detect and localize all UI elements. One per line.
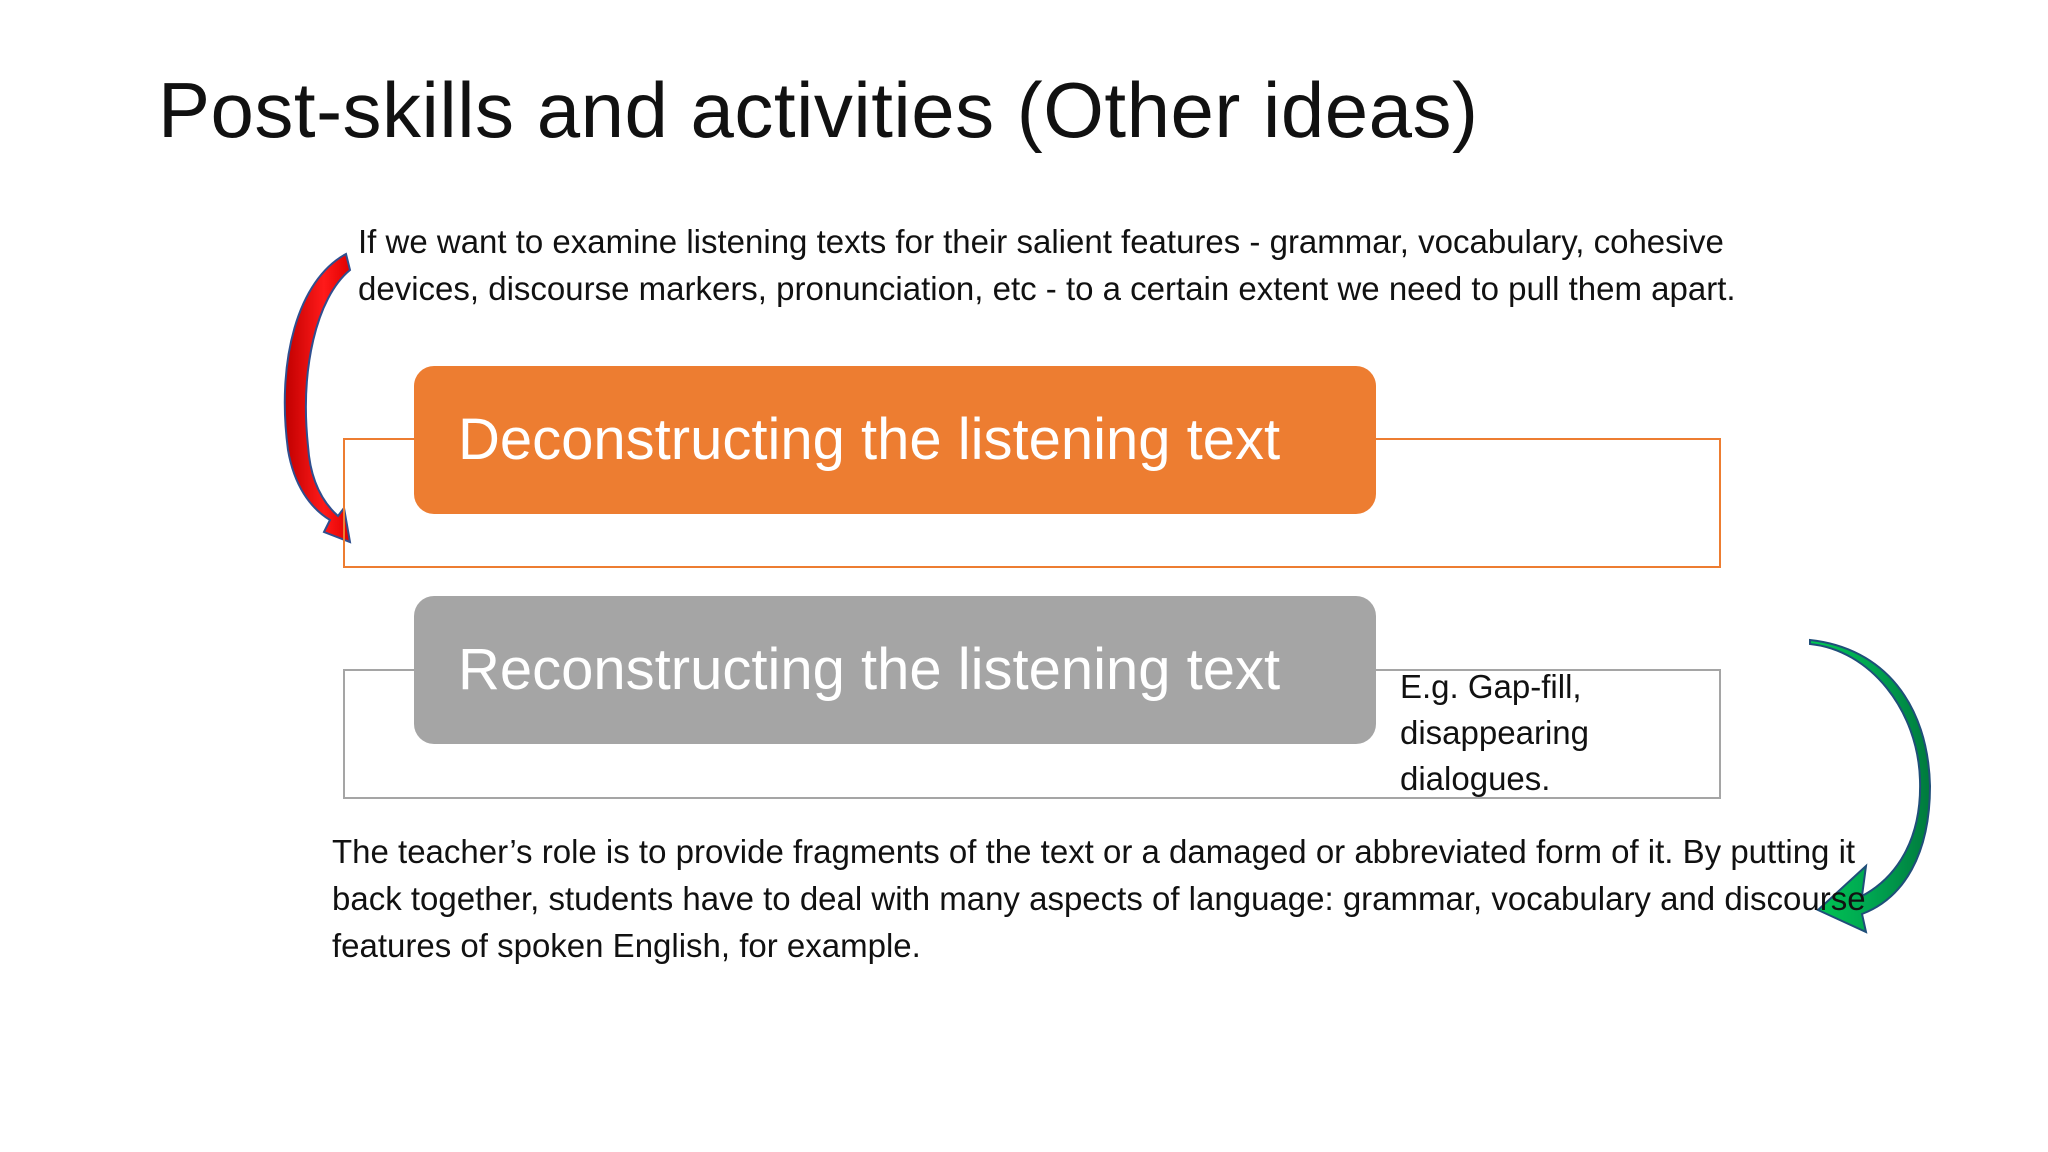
example-note: E.g. Gap-fill, disappearing dialogues. <box>1400 668 1589 797</box>
bottom-note: The teacher’s role is to provide fragments of the text or a damaged or abbreviated form of it. By putting it back together, students have to deal with many aspects of language: grammar, vocabulary and discourse features of spoken English, for example. <box>332 833 1866 964</box>
top-note: If we want to examine listening texts for their salient features - grammar, vocabulary, cohesive devices, discourse markers, pronunciation, etc - to a certain extent we need to pull them apart. <box>358 223 1736 307</box>
deconstruct-block: Deconstructing the listening text <box>414 366 1376 514</box>
slide-title: Post-skills and activities (Other ideas) <box>158 66 1479 154</box>
reconstruct-block: Reconstructing the listening text <box>414 596 1376 744</box>
